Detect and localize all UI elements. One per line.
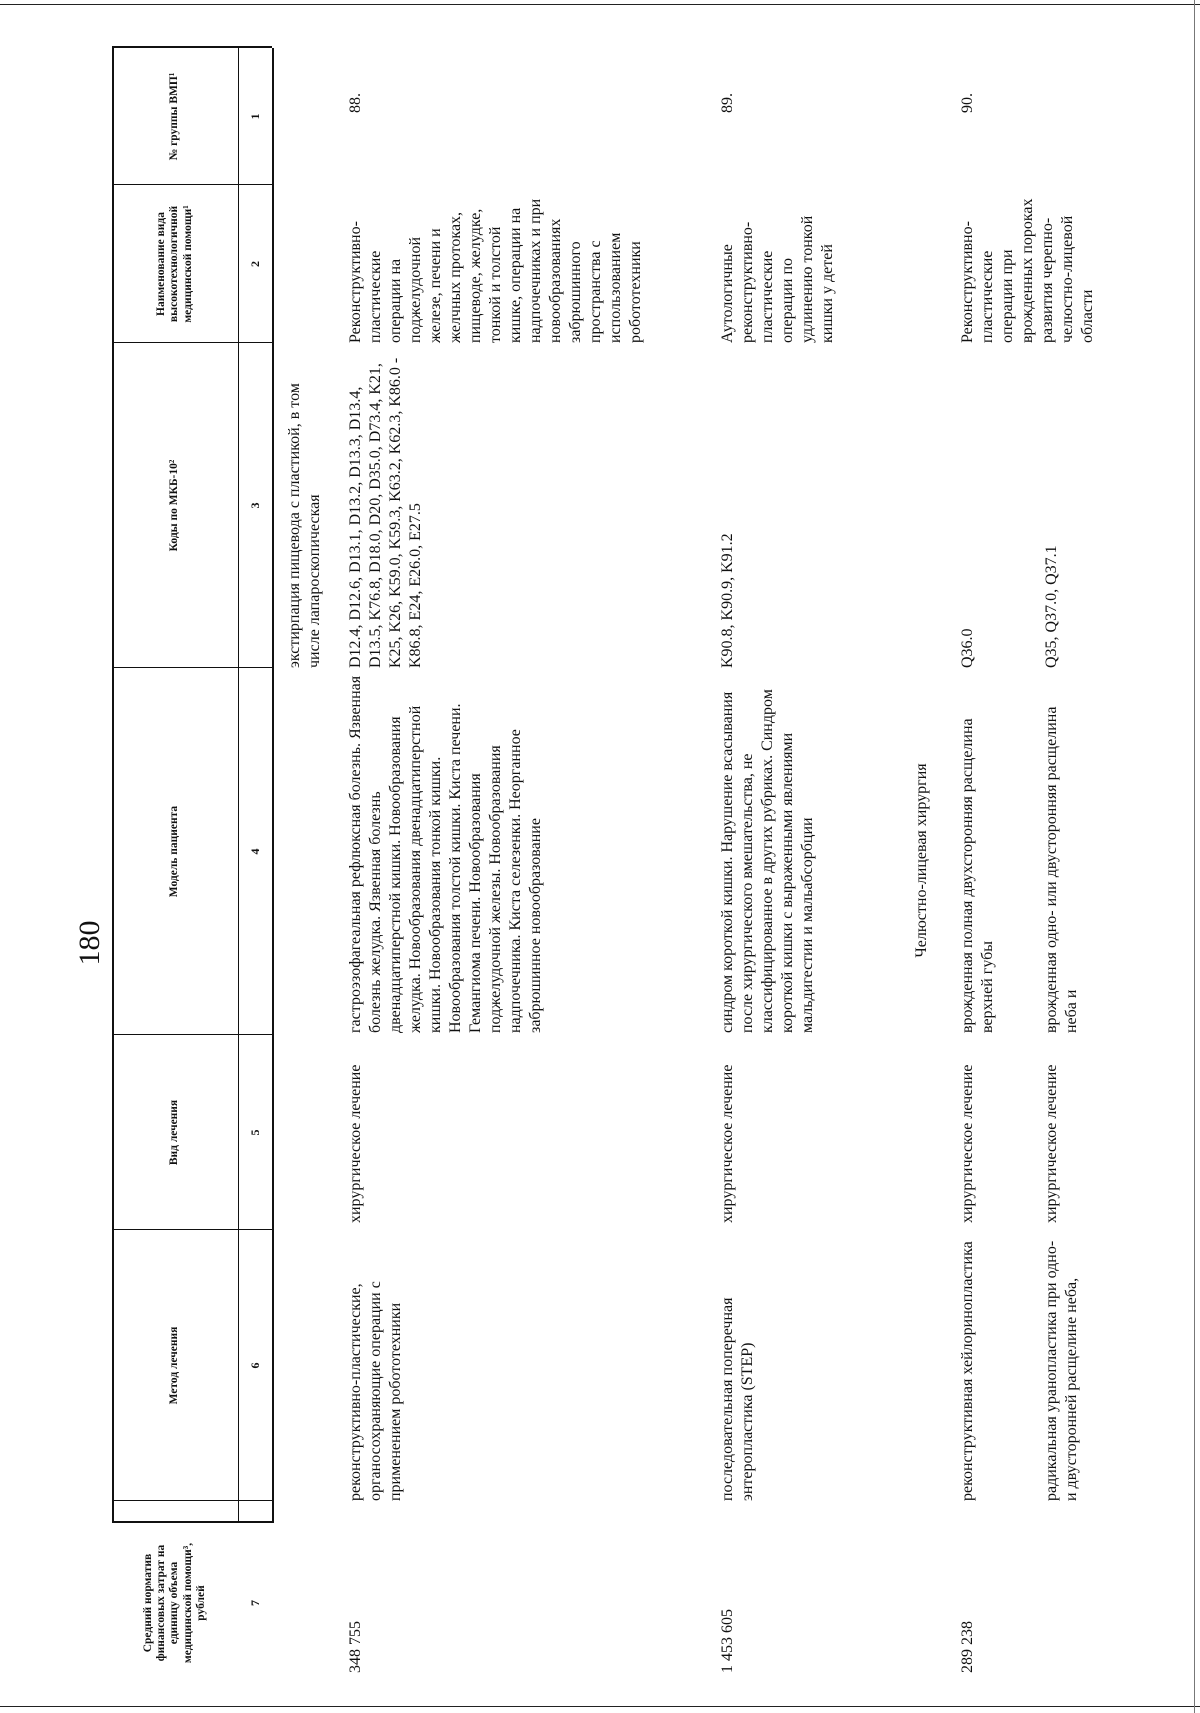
header-vmp-name: Наименование вида высокотехнологичной медицинской помощи¹ bbox=[155, 205, 194, 323]
header-group-number: № группы ВМП¹ bbox=[168, 72, 181, 161]
header-patient-model: Модель пациента bbox=[168, 805, 181, 898]
row-88-method: реконструктивно-пластические, органосохраняющие операции с применением робототехники bbox=[347, 1281, 404, 1501]
row-89-group: 89. bbox=[719, 93, 736, 113]
row-89-method: последовательная поперечная энтеропластика (STEP) bbox=[719, 1297, 756, 1501]
row-89-codes: K90.8, K90.9, K91.2 bbox=[719, 533, 736, 668]
header-treatment-type: Вид лечения bbox=[168, 1099, 181, 1166]
section-title: Челюстно-лицевая хирургия bbox=[913, 763, 930, 958]
continuation-method: экстирпация пищевода с пластикой, в том числе лапароскопическая bbox=[286, 383, 323, 668]
header-icd-codes: Коды по МКБ-10² bbox=[168, 459, 181, 552]
row-89-cost: 1 453 605 bbox=[719, 1609, 736, 1673]
column-number: 1 bbox=[248, 113, 262, 120]
column-number: 3 bbox=[248, 502, 262, 509]
row-88-cost: 348 755 bbox=[347, 1621, 364, 1673]
row-90-method-b: радикальная уранопластика при одно- и двусторонней расщелине неба, bbox=[1043, 1240, 1080, 1501]
row-88-group: 88. bbox=[347, 93, 364, 113]
header-treatment-method: Метод лечения bbox=[168, 1326, 181, 1405]
row-89-type: хирургическое лечение bbox=[719, 1064, 736, 1223]
row-90-type-b: хирургическое лечение bbox=[1043, 1064, 1060, 1223]
row-90-model-a: врожденная полная двухсторонняя расщелина верхней губы bbox=[959, 718, 996, 1033]
row-90-model-b: врожденная одно- или двусторонняя расщелина неба и bbox=[1043, 706, 1080, 1033]
row-90-group: 90. bbox=[959, 93, 976, 113]
table-rule bbox=[238, 48, 239, 1523]
row-88-type: хирургическое лечение bbox=[347, 1064, 364, 1223]
column-number: 2 bbox=[248, 261, 262, 267]
column-number: 5 bbox=[248, 1129, 262, 1136]
table-rule bbox=[272, 48, 274, 1523]
row-89-model: синдром короткой кишки. Нарушение всасывания после хирургического вмешательства, не классифицированное в других рубриках. Синдром короткой кишки с выраженными явлениями мальдигестии и мальабсорбции bbox=[719, 689, 816, 1033]
row-90-cost-a: 289 238 bbox=[959, 1621, 976, 1673]
row-88-name: Реконструктивно-пластические операции на поджелудочной железе, печени и желчных протоках, пищеводе, желудке, тонкой и толстой кишке, операции на надпочечниках и при новообразованиях забрюшинного пространства с использованием робототехники bbox=[347, 198, 644, 343]
row-88-codes: D12.4, D12.6, D13.1, D13.2, D13.3, D13.4, D13.5, K76.8, D18.0, D20, D35.0, D73.4, K21, K25, K26, K59.0, K59.3, K63.2, K62.3, K86.0 - K86.8, E24, E26.0, E27.5 bbox=[347, 357, 424, 668]
row-90-type-a: хирургическое лечение bbox=[959, 1064, 976, 1223]
row-89-name: Аутологичные реконструктивно-пластические операции по удлинению тонкой кишки у детей bbox=[719, 215, 836, 343]
row-90-codes-b: Q35, Q37.0, Q37.1 bbox=[1043, 545, 1060, 668]
page-number: 180 bbox=[73, 920, 106, 966]
column-number: 7 bbox=[248, 1600, 262, 1606]
row-90-name: Реконструктивно-пластические операции при врожденных пороках развития черепно-челюстно-лицевой области bbox=[959, 198, 1096, 343]
header-cost-norm: Средний норматив финансовых затрат на единицу объема медицинской помощи³, рублей bbox=[141, 1542, 207, 1664]
row-88-model: гастроэзофагеальная рефлюксная болезнь. Язвенная болезнь желудка. Язвенная болезнь двенадцатиперстной кишки. Новообразования желудка. Новообразования двенадцатиперстной кишки. Новообразования тонкой кишки. Новообразования толстой кишки. Киста печени. Гемангиома печени. Новообразования поджелудочной железы. Новообразования надпочечника. Киста селезенки. Неорганное забрюшинное новообразование bbox=[347, 675, 544, 1033]
row-90-codes-a: Q36.0 bbox=[959, 628, 976, 668]
column-number: 6 bbox=[248, 1362, 262, 1369]
column-number: 4 bbox=[248, 848, 262, 855]
row-90-method-a: реконструктивная хейлоринопластика bbox=[959, 1241, 976, 1501]
